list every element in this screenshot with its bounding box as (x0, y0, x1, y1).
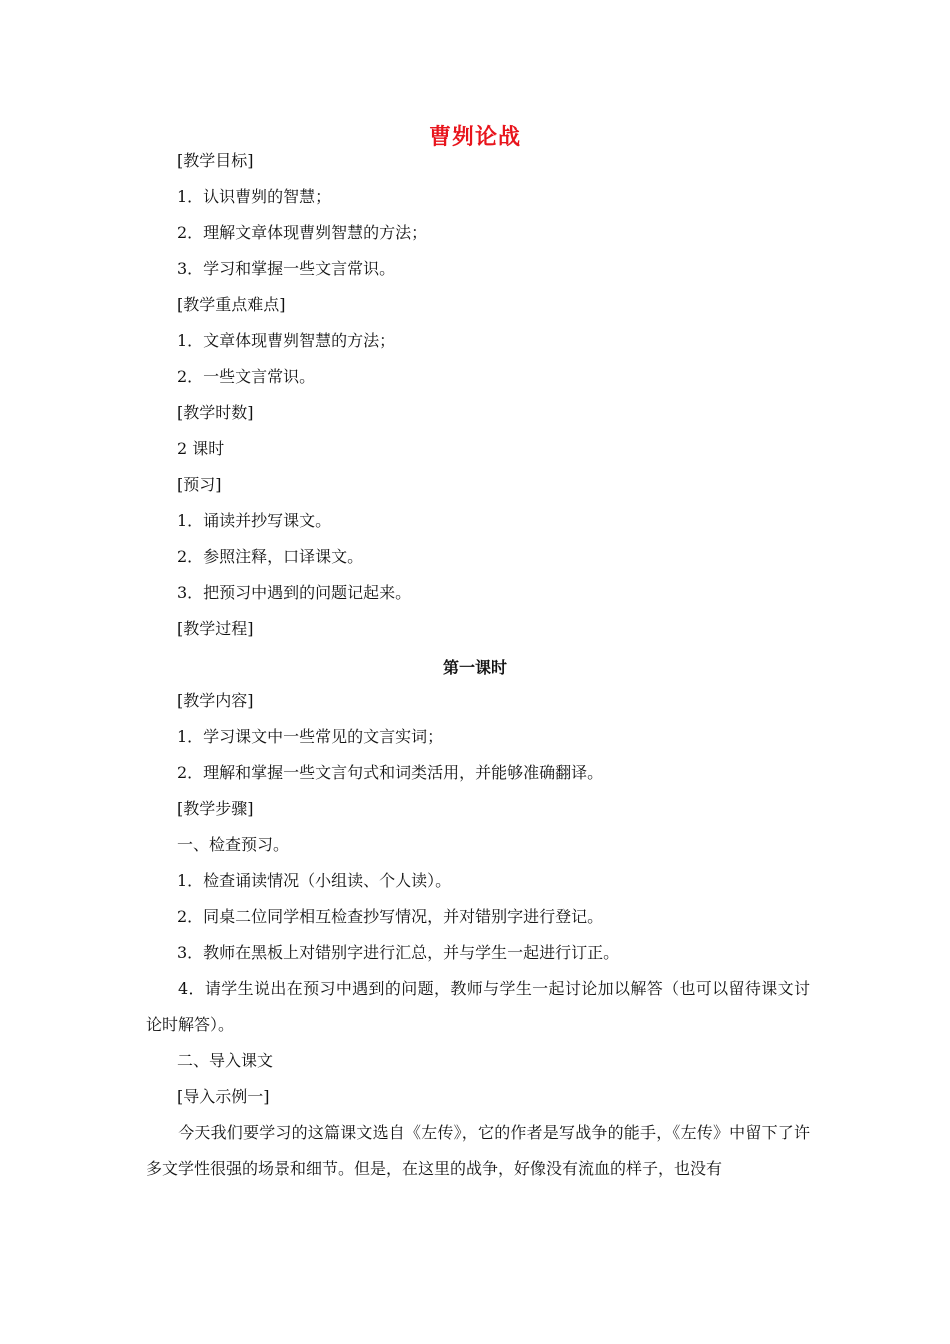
step-heading-1: 一、检查预习。 (177, 835, 290, 854)
section-heading-objectives: [教学目标] (177, 151, 254, 170)
content-item-2: 2．理解和掌握一些文言句式和词类活用，并能够准确翻译。 (177, 763, 604, 782)
objective-item-2: 2．理解文章体现曹刿智慧的方法； (177, 223, 428, 242)
objective-item-1: 1．认识曹刿的智慧； (177, 187, 332, 206)
section-heading-key-points: [教学重点难点] (177, 295, 286, 314)
section-heading-hours: [教学时数] (177, 403, 254, 422)
key-point-item-1: 1．文章体现曹刿智慧的方法； (177, 331, 396, 350)
lesson-subtitle: 第一课时 (442, 658, 507, 677)
step-item-3: 3．教师在黑板上对错别字进行汇总，并与学生一起进行订正。 (177, 943, 620, 962)
step-item-4-text: 4．请学生说出在预习中遇到的问题，教师与学生一起讨论加以解答（也可以留待课文讨论时解答）。 (146, 979, 810, 1034)
import-example-paragraph (146, 1115, 810, 1187)
step-item-2: 2．同桌二位同学相互检查抄写情况，并对错别字进行登记。 (177, 907, 604, 926)
section-heading-preview: [预习] (177, 475, 222, 494)
preview-item-2: 2．参照注释，口译课文。 (177, 547, 364, 566)
key-point-item-2: 2．一些文言常识。 (177, 367, 316, 386)
preview-item-1: 1．诵读并抄写课文。 (177, 511, 332, 530)
step-item-4-paragraph (146, 971, 810, 1043)
step-heading-2: 二、导入课文 (177, 1051, 274, 1070)
step-item-1: 1．检查诵读情况（小组读、个人读）。 (177, 871, 452, 890)
document-title: 曹刿论战 (428, 125, 521, 150)
objective-item-3: 3．学习和掌握一些文言常识。 (177, 259, 396, 278)
section-heading-process: [教学过程] (177, 619, 254, 638)
import-example-heading: [导入示例一] (177, 1087, 270, 1106)
preview-item-3: 3．把预习中遇到的问题记起来。 (177, 583, 412, 602)
section-heading-steps: [教学步骤] (177, 799, 254, 818)
content-item-1: 1．学习课文中一些常见的文言实词； (177, 727, 444, 746)
import-example-text: 今天我们要学习的这篇课文选自《左传》，它的作者是写战争的能手，《左传》中留下了许多文学性很强的场景和细节。但是，在这里的战争，好像没有流血的样子，也没有 (146, 1123, 810, 1178)
section-heading-content: [教学内容] (177, 691, 254, 710)
hours-value: 2 课时 (177, 439, 225, 458)
